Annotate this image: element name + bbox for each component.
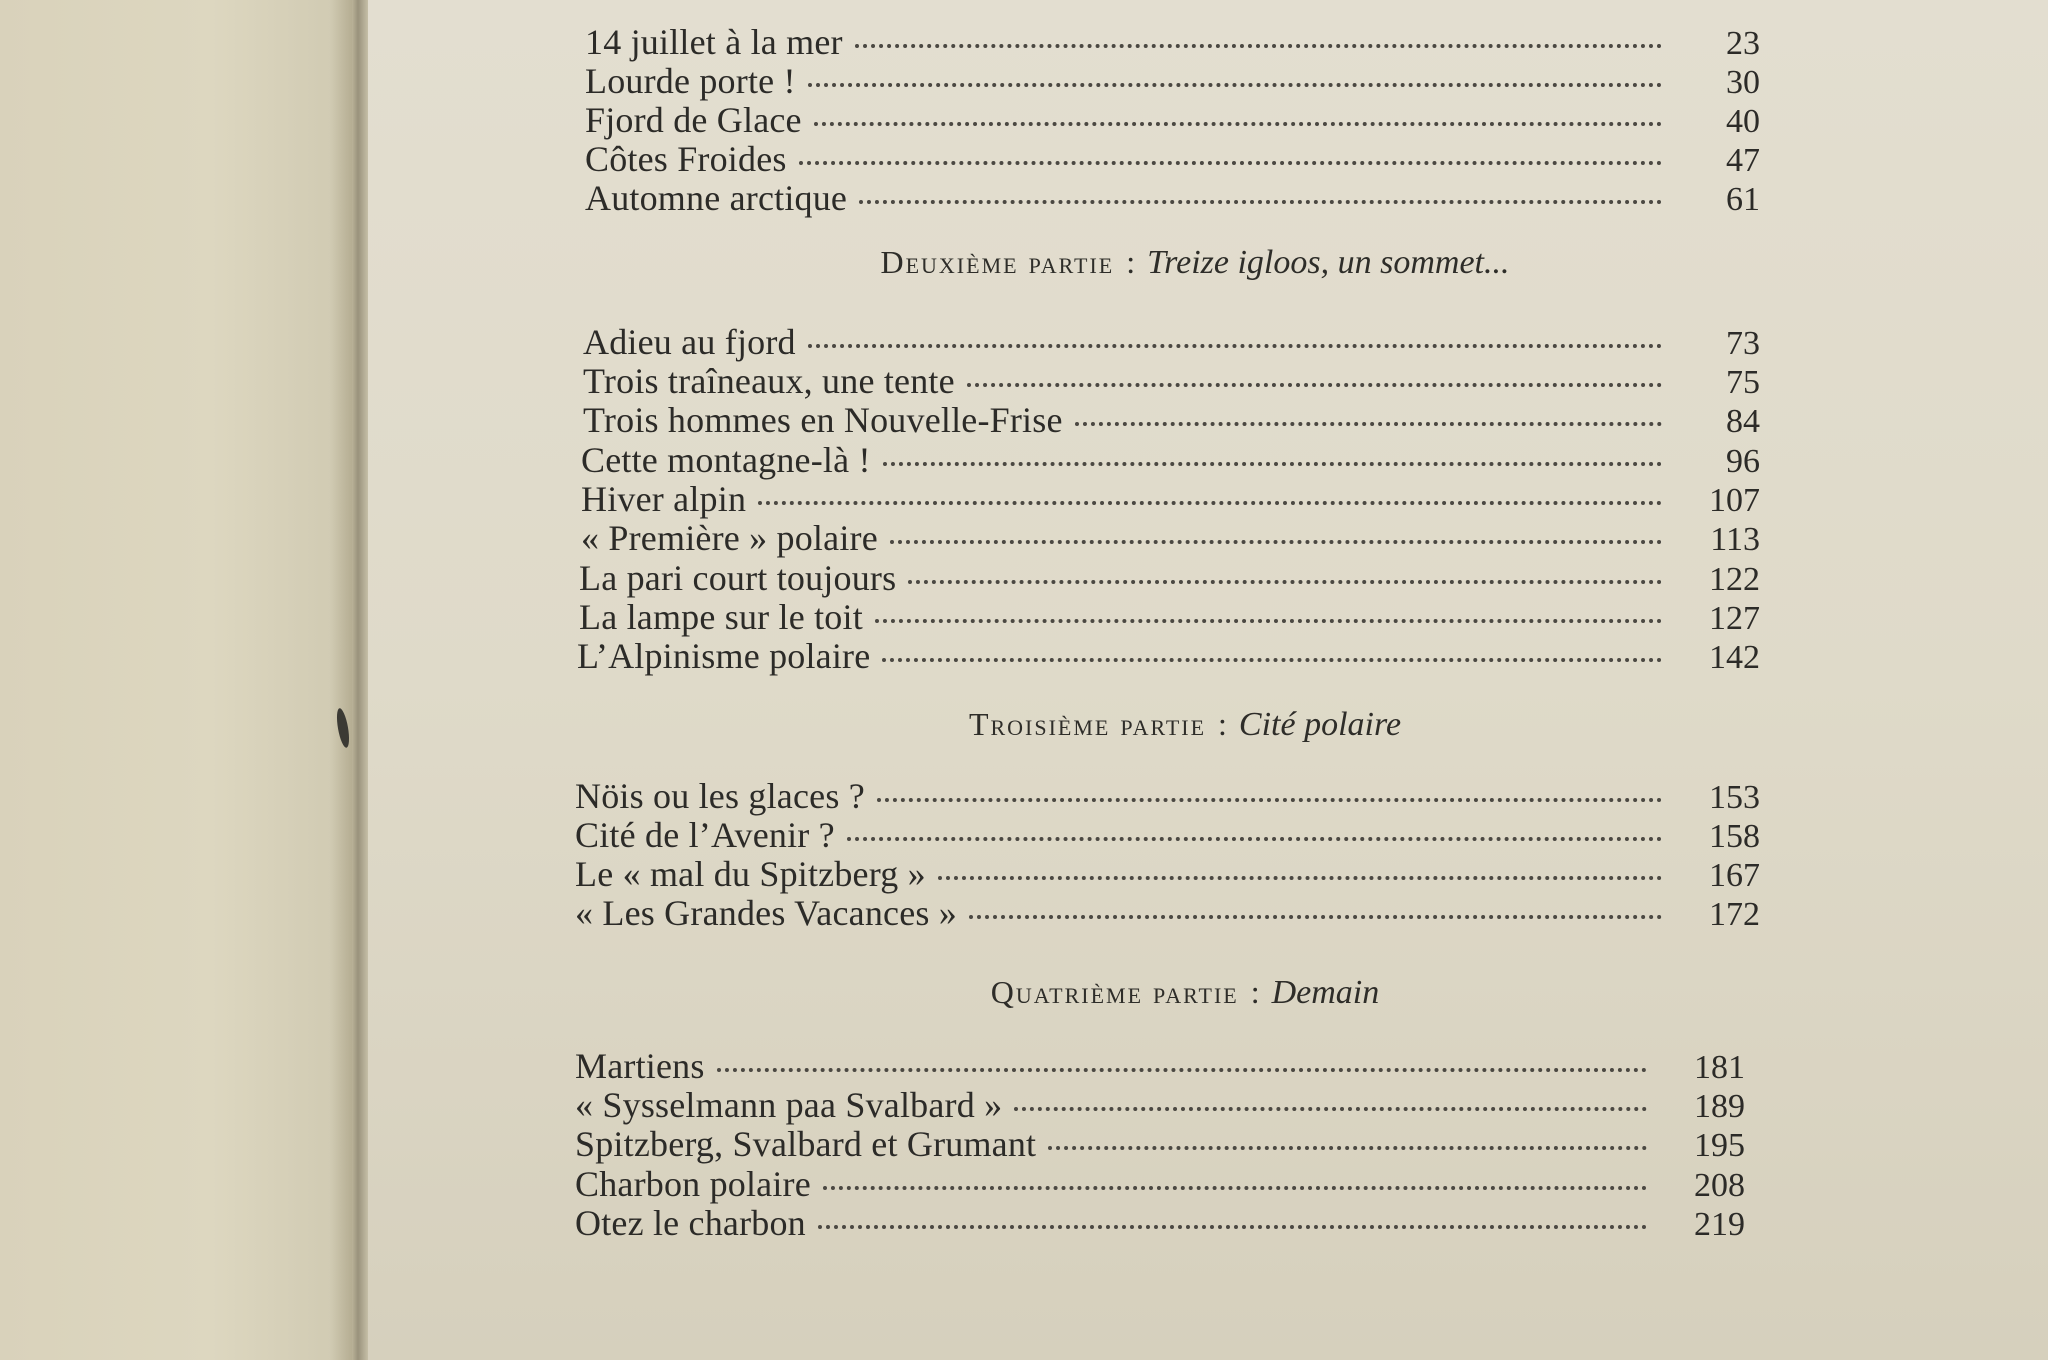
dot-leader [814,122,1662,126]
toc-entry-page: 61 [1726,181,1760,218]
toc-entry-title: Nöis ou les glaces ? [575,776,865,816]
dot-leader [967,383,1662,387]
toc-entry-page: 219 [1694,1206,1745,1243]
toc-entry [577,636,1760,676]
part-title: Demain [1271,974,1380,1011]
toc-entry-page: 127 [1709,600,1760,637]
toc-entry-page: 47 [1726,142,1760,179]
toc-entry-title: Hiver alpin [581,479,747,519]
toc-entry-page: 75 [1726,364,1760,401]
dot-leader [823,1186,1647,1190]
toc-entry-page: 107 [1709,482,1760,519]
dot-leader [1075,422,1662,426]
toc-entry-title: Trois traîneaux, une tente [583,361,955,401]
toc-entry-title: Côtes Froides [585,139,787,179]
toc-entry [581,479,1760,519]
dot-leader [808,344,1662,348]
dot-leader [855,44,1662,48]
part-separator: : [1250,974,1260,1010]
part-heading [805,974,1565,1018]
toc-entry [585,22,1760,62]
dot-leader [847,837,1662,841]
toc-entry [575,1203,1745,1243]
part-heading [815,244,1575,288]
toc-entry [579,597,1760,637]
table-of-contents [575,0,1775,1360]
toc-entry-title: Martiens [575,1046,705,1086]
dot-leader [938,876,1662,880]
toc-entry-page: 208 [1694,1167,1745,1204]
toc-entry-title: Adieu au fjord [583,322,796,362]
toc-entry [575,1085,1745,1125]
toc-entry-title: L’Alpinisme polaire [577,636,871,676]
toc-entry-page: 153 [1709,779,1760,816]
toc-entry [585,139,1760,179]
toc-entry [575,1046,1745,1086]
toc-entry [575,1124,1745,1164]
dot-leader [859,200,1662,204]
toc-entry [583,400,1760,440]
toc-entry-page: 84 [1726,403,1760,440]
toc-entry-title: La lampe sur le toit [579,597,863,637]
dot-leader [717,1068,1647,1072]
toc-entry-page: 167 [1709,857,1760,894]
dot-leader [969,915,1662,919]
toc-entry-title: Cette montagne-là ! [581,440,871,480]
left-page [0,0,352,1360]
dot-leader [1048,1146,1647,1150]
toc-entry-title: Spitzberg, Svalbard et Grumant [575,1124,1037,1164]
dot-leader [1014,1107,1647,1111]
toc-entry-title: Otez le charbon [575,1203,806,1243]
part-title: Cité polaire [1238,706,1402,743]
toc-entry-title: 14 juillet à la mer [585,22,843,62]
toc-entry-title: « Les Grandes Vacances » [575,893,957,933]
toc-entry-title: Cité de l’Avenir ? [575,815,835,855]
toc-entry-page: 158 [1709,818,1760,855]
dot-leader [882,658,1662,662]
dot-leader [877,798,1662,802]
dot-leader [818,1225,1647,1229]
book-gutter [330,0,370,1360]
part-separator: : [1218,706,1227,742]
toc-entry-page: 40 [1726,103,1760,140]
dot-leader [808,83,1662,87]
toc-entry-page: 195 [1694,1127,1745,1164]
toc-entry-page: 189 [1694,1088,1745,1125]
toc-entry-title: Trois hommes en Nouvelle-Frise [583,400,1063,440]
toc-entry-title: La pari court toujours [579,558,897,598]
toc-entry-page: 122 [1709,561,1760,598]
toc-entry-title: Automne arctique [585,178,848,218]
toc-entry [575,893,1760,933]
dot-leader [758,501,1662,505]
toc-entry [579,558,1760,598]
toc-entry-title: Le « mal du Spitzberg » [575,854,926,894]
toc-entry-page: 142 [1709,639,1760,676]
part-label: Troisième partie [968,706,1207,742]
part-label: Deuxième partie [880,244,1115,280]
dot-leader [875,619,1662,623]
toc-entry-title: Fjord de Glace [585,100,802,140]
toc-entry [583,322,1760,362]
toc-entry-title: Lourde porte ! [585,61,796,101]
toc-entry-title: « Première » polaire [581,518,878,558]
part-separator: : [1126,244,1136,280]
dot-leader [799,161,1662,165]
toc-entry-page: 96 [1726,443,1760,480]
toc-entry [583,361,1760,401]
toc-entry-page: 73 [1726,325,1760,362]
toc-entry [585,100,1760,140]
toc-entry-page: 30 [1726,64,1760,101]
toc-entry-page: 23 [1726,25,1760,62]
toc-entry-title: « Sysselmann paa Svalbard » [575,1085,1003,1125]
dot-leader [890,540,1662,544]
dot-leader [883,462,1662,466]
toc-entry-title: Charbon polaire [575,1164,811,1204]
toc-entry [585,178,1760,218]
toc-entry-page: 172 [1709,896,1760,933]
toc-entry [575,815,1760,855]
toc-entry [581,518,1760,558]
toc-entry-page: 113 [1710,521,1760,558]
dot-leader [908,580,1662,584]
part-label: Quatrième partie [990,974,1239,1010]
toc-entry-page: 181 [1694,1049,1745,1086]
toc-entry [575,1164,1745,1204]
part-heading [805,706,1565,750]
toc-entry [585,61,1760,101]
part-title: Treize igloos, un sommet... [1147,244,1510,281]
toc-entry [575,776,1760,816]
toc-entry [581,440,1760,480]
toc-entry [575,854,1760,894]
